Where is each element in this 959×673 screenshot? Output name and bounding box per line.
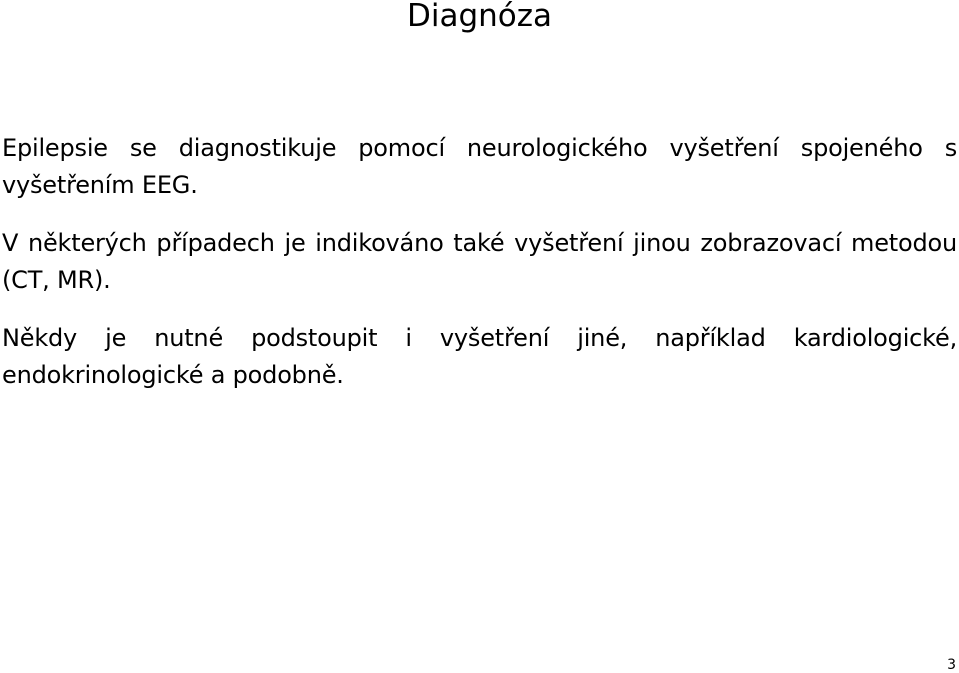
slide-body xyxy=(2,130,957,415)
paragraph-imaging: V některých případech je indikováno také vyšetření jinou zobrazovací metodou (CT, MR). xyxy=(2,229,957,294)
paragraph-other-exams: Někdy je nutné podstoupit i vyšetření jiné, například kardiologické, endokrinologické a podobně. xyxy=(2,324,957,389)
paragraph-diagnosis-eeg: Epilepsie se diagnostikuje pomocí neurologického vyšetření spojeného s vyšetřením EEG. xyxy=(2,134,957,199)
page-number: 3 xyxy=(947,657,956,673)
slide-title: Diagnóza xyxy=(406,0,553,34)
